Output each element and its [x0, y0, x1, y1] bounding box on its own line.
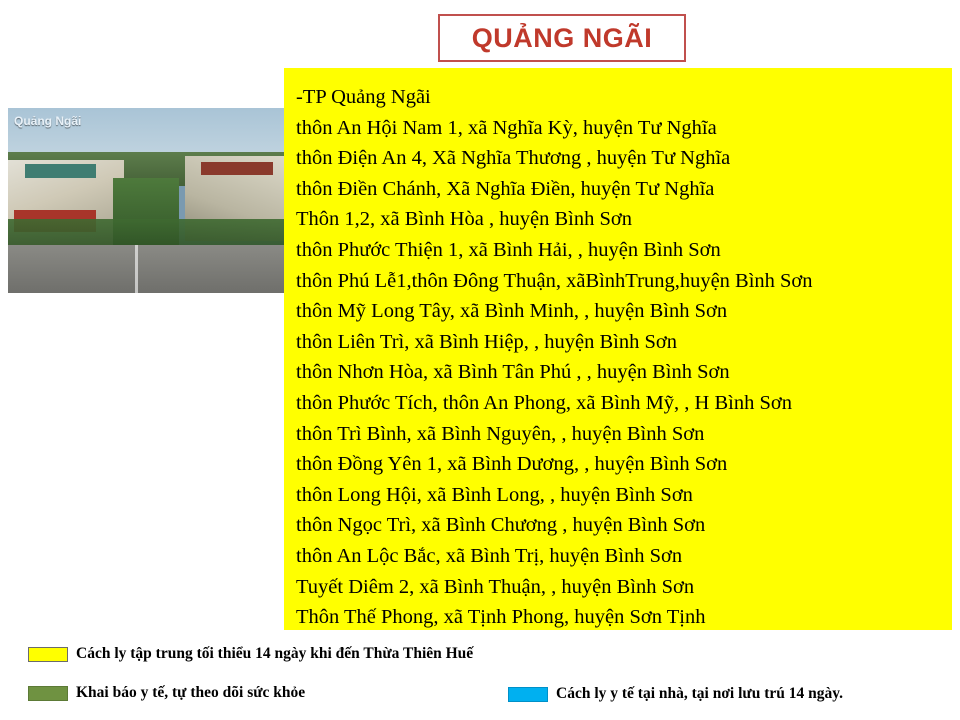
- legend-label-declare: Khai báo y tế, tự theo dõi sức khỏe: [76, 684, 306, 701]
- photo-teal-roof: [25, 164, 97, 179]
- legend-item-declare: [28, 684, 305, 702]
- list-item: thôn Phú Lễ1,thôn Đông Thuận, xãBìnhTrung,huyện Bình Sơn: [296, 269, 813, 292]
- list-item: thôn Mỹ Long Tây, xã Bình Minh, , huyện Bình Sơn: [296, 300, 728, 323]
- legend-item-quarantine: [28, 645, 473, 663]
- list-item: -TP Quảng Ngãi: [296, 86, 431, 108]
- legend-swatch-green: [28, 686, 68, 701]
- photo-right-roof: [201, 162, 273, 175]
- photo-road: [8, 245, 284, 293]
- legend-label-home-quarantine: Cách ly y tế tại nhà, tại nơi lưu trú 14 ngày.: [556, 685, 844, 702]
- list-item: thôn Trì Bình, xã Bình Nguyên, , huyện Bình Sơn: [296, 422, 705, 445]
- list-item: Tuyết Diêm 2, xã Bình Thuận, , huyện Bình Sơn: [296, 575, 695, 598]
- list-item: thôn An Lộc Bắc, xã Bình Trị, huyện Bình Sơn: [296, 544, 683, 567]
- location-list-panel: [284, 68, 952, 630]
- list-item: thôn Phước Tích, thôn An Phong, xã Bình Mỹ, , H Bình Sơn: [296, 391, 792, 414]
- list-item: thôn Điền Chánh, Xã Nghĩa Điền, huyện Tư Nghĩa: [296, 177, 715, 200]
- photo-road-line: [135, 245, 138, 293]
- list-item: Thôn Thế Phong, xã Tịnh Phong, huyện Sơn Tịnh: [296, 606, 706, 629]
- legend-swatch-blue: [508, 687, 548, 702]
- page-title-box: [438, 14, 686, 62]
- list-item: thôn Nhơn Hòa, xã Bình Tân Phú , , huyện Bình Sơn: [296, 361, 730, 384]
- list-item: thôn An Hội Nam 1, xã Nghĩa Kỳ, huyện Tư Nghĩa: [296, 116, 717, 139]
- list-item: thôn Điện An 4, Xã Nghĩa Thương , huyện Tư Nghĩa: [296, 147, 731, 170]
- list-item: thôn Long Hội, xã Bình Long, , huyện Bình Sơn: [296, 483, 693, 506]
- location-list: [296, 82, 952, 633]
- list-item: thôn Liên Trì, xã Bình Hiệp, , huyện Bình Sơn: [296, 330, 677, 353]
- list-item: Thôn 1,2, xã Bình Hòa , huyện Bình Sơn: [296, 208, 632, 231]
- page-title: QUẢNG NGÃI: [471, 22, 653, 53]
- legend-label-quarantine: Cách ly tập trung tối thiểu 14 ngày khi đến Thừa Thiên Huế: [76, 645, 474, 662]
- legend-item-home-quarantine: [508, 685, 843, 703]
- list-item: thôn Ngọc Trì, xã Bình Chương , huyện Bình Sơn: [296, 514, 706, 537]
- city-photo: [8, 108, 284, 293]
- list-item: thôn Đồng Yên 1, xã Bình Dương, , huyện Bình Sơn: [296, 453, 728, 476]
- list-item: thôn Phước Thiện 1, xã Bình Hải, , huyện Bình Sơn: [296, 238, 721, 261]
- photo-watermark: Quảng Ngãi: [14, 114, 82, 128]
- legend-swatch-yellow: [28, 647, 68, 662]
